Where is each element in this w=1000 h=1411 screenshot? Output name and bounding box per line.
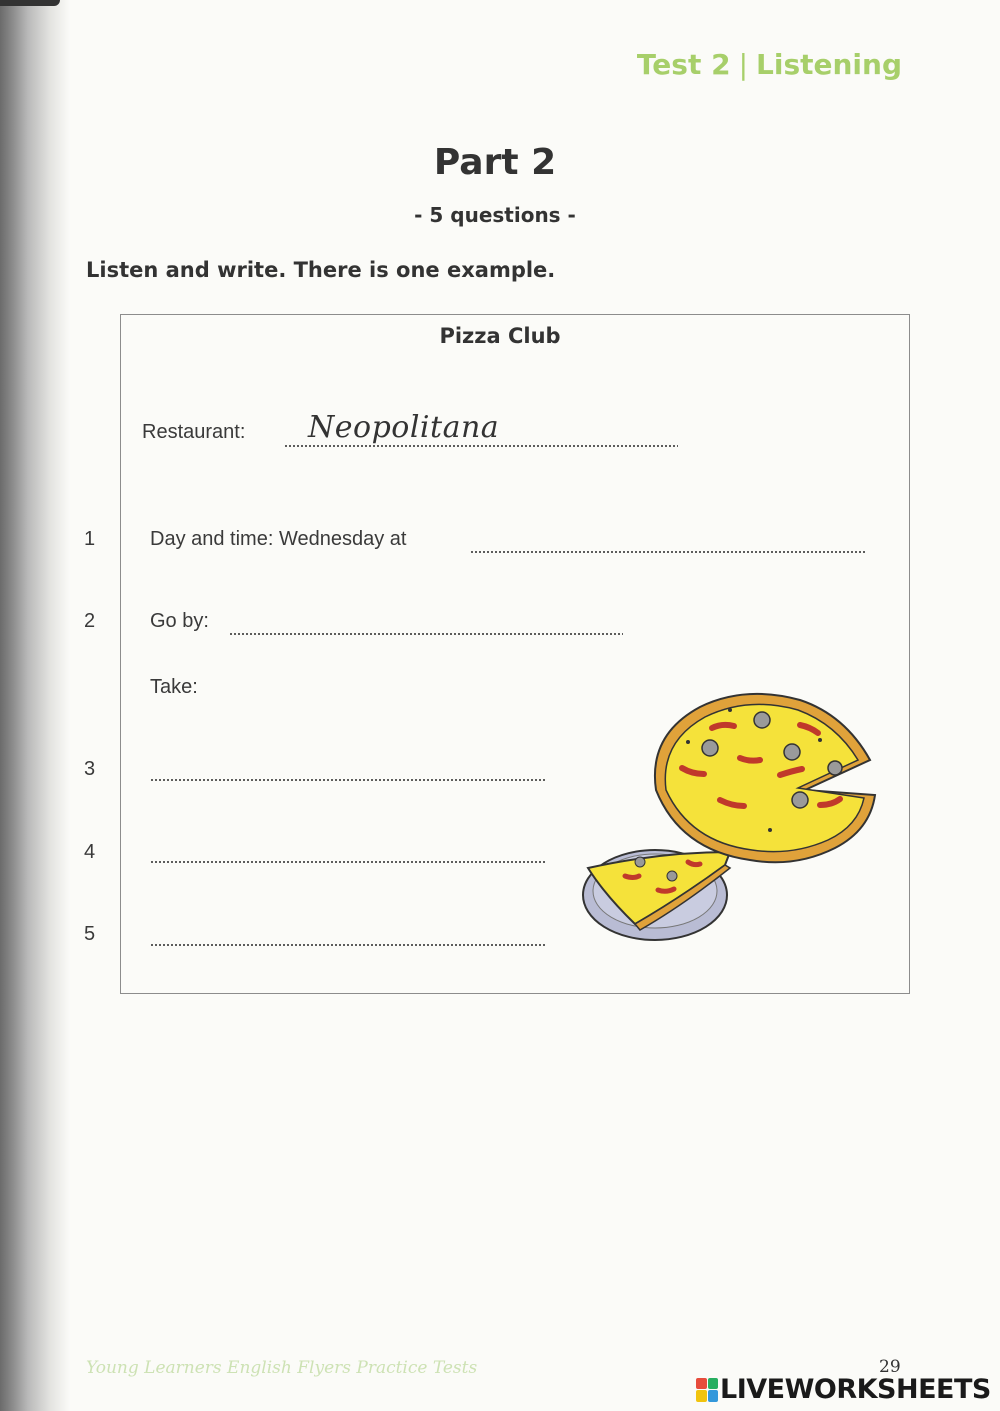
instruction-text: Listen and write. There is one example. xyxy=(86,258,556,282)
question-number-3: 3 xyxy=(84,758,96,780)
answer-line-4[interactable] xyxy=(150,861,546,863)
example-label: Restaurant: xyxy=(142,421,246,443)
liveworksheets-watermark xyxy=(696,1374,991,1405)
answer-line-1[interactable] xyxy=(470,551,866,553)
header-separator: | xyxy=(738,48,748,81)
page-header xyxy=(637,48,902,81)
question-number-4: 4 xyxy=(84,841,96,863)
answer-line-5[interactable] xyxy=(150,944,546,946)
page-corner-mark xyxy=(0,0,60,6)
example-answer-line xyxy=(284,445,678,447)
part-title: Part 2 xyxy=(433,142,557,183)
question-1-label: Day and time: Wednesday at xyxy=(150,528,407,550)
pizza-icon xyxy=(570,680,900,950)
example-answer: Neopolitana xyxy=(308,410,500,445)
part-subtitle: - 5 questions - xyxy=(414,203,576,227)
watermark-text: LIVEWORKSHEETS xyxy=(720,1374,991,1405)
question-number-1: 1 xyxy=(84,528,96,550)
answer-line-3[interactable] xyxy=(150,779,546,781)
book-title-footer: Young Learners English Flyers Practice Tests xyxy=(86,1358,478,1378)
liveworksheets-logo-icon xyxy=(696,1378,718,1402)
section-label: Listening xyxy=(756,48,902,81)
test-label: Test 2 xyxy=(636,48,731,81)
question-number-2: 2 xyxy=(84,610,96,632)
answer-line-2[interactable] xyxy=(229,633,623,635)
take-label: Take: xyxy=(150,676,198,698)
page-number: 29 xyxy=(879,1357,901,1377)
question-number-5: 5 xyxy=(84,923,96,945)
form-title: Pizza Club xyxy=(439,324,561,348)
question-2-label: Go by: xyxy=(150,610,209,632)
